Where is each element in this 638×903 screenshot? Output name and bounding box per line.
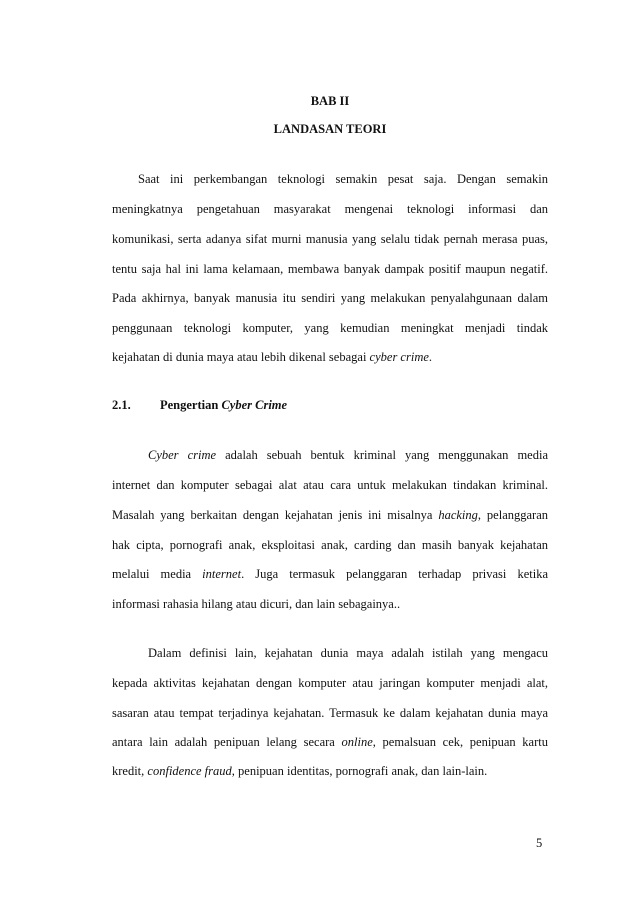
p3-line-2: kepada aktivitas kejahatan dengan komputer atau jaringan komputer menjadi alat,: [112, 676, 548, 690]
p2-line-5: [112, 567, 548, 582]
intro-line-1: Saat ini perkembangan teknologi semakin pesat saja. Dengan semakin: [138, 172, 548, 186]
intro-line-7-text: kejahatan di dunia maya atau lebih dikenal sebagai: [112, 350, 370, 364]
p3-line-4-text: antara lain adalah penipuan lelang secara: [112, 735, 342, 749]
intro-line-7-italic: cyber crime: [369, 350, 429, 364]
p2-line-3-end: , pelanggaran: [477, 508, 548, 522]
p3-line-4-italic: online: [341, 735, 373, 749]
intro-line-7-end: .: [428, 350, 433, 364]
intro-line-2: meningkatnya pengetahuan masyarakat mengenai teknologi informasi dan: [112, 202, 548, 216]
intro-line-3: komunikasi, serta adanya sifat murni manusia yang selalu tidak pernah merasa puas,: [112, 232, 548, 246]
p3-line-5: [112, 764, 548, 779]
p3-line-5-text: kredit,: [112, 764, 148, 778]
chapter-label: BAB II: [310, 94, 350, 108]
p2-line-1: [148, 448, 548, 463]
intro-line-7: [112, 350, 548, 365]
p2-line-3-italic: hacking: [438, 508, 478, 522]
section-number: 2.1.: [112, 398, 131, 412]
page-number: 5: [536, 836, 543, 850]
p2-line-3-text: Masalah yang berkaitan dengan kejahatan jenis ini misalnya: [112, 508, 439, 522]
p2-line-4: hak cipta, pornografi anak, eksploitasi anak, carding dan masih banyak kejahatan: [112, 538, 548, 552]
p3-line-1: Dalam definisi lain, kejahatan dunia maya adalah istilah yang mengacu: [148, 646, 548, 660]
intro-line-5: Pada akhirnya, banyak manusia itu sendiri yang melakukan penyalahgunaan dalam: [112, 291, 548, 305]
p3-line-4-end: , pemalsuan cek, penipuan kartu: [372, 735, 548, 749]
section-title-plain: Pengertian: [160, 398, 222, 412]
p2-line-3: [112, 508, 548, 523]
chapter-title: LANDASAN TEORI: [273, 122, 387, 136]
section-heading: [112, 398, 287, 413]
p3-line-4: [112, 735, 548, 750]
p2-line-5-end: . Juga termasuk pelanggaran terhadap privasi ketika: [241, 567, 548, 581]
section-title-italic: Cyber Crime: [221, 398, 288, 412]
p2-line-5-italic: internet: [202, 567, 242, 581]
p2-line-1-text: adalah sebuah bentuk kriminal yang menggunakan media: [216, 448, 548, 462]
p3-line-3: sasaran atau tempat terjadinya kejahatan. Termasuk ke dalam kejahatan dunia maya: [112, 706, 548, 720]
p2-line-2: internet dan komputer sebagai alat atau cara untuk melakukan tindakan kriminal.: [112, 478, 548, 492]
intro-line-4: tentu saja hal ini lama kelamaan, membawa banyak dampak positif maupun negatif.: [112, 262, 548, 276]
p2-line-5-text: melalui media: [112, 567, 203, 581]
intro-line-6: penggunaan teknologi komputer, yang kemudian meningkat menjadi tindak: [112, 321, 548, 335]
p3-line-5-end: , penipuan identitas, pornografi anak, dan lain-lain.: [231, 764, 488, 778]
p2-line-6: informasi rahasia hilang atau dicuri, dan lain sebagainya..: [112, 597, 401, 611]
p3-line-5-italic: confidence fraud: [147, 764, 232, 778]
p2-line-1-italic: Cyber crime: [148, 448, 217, 462]
